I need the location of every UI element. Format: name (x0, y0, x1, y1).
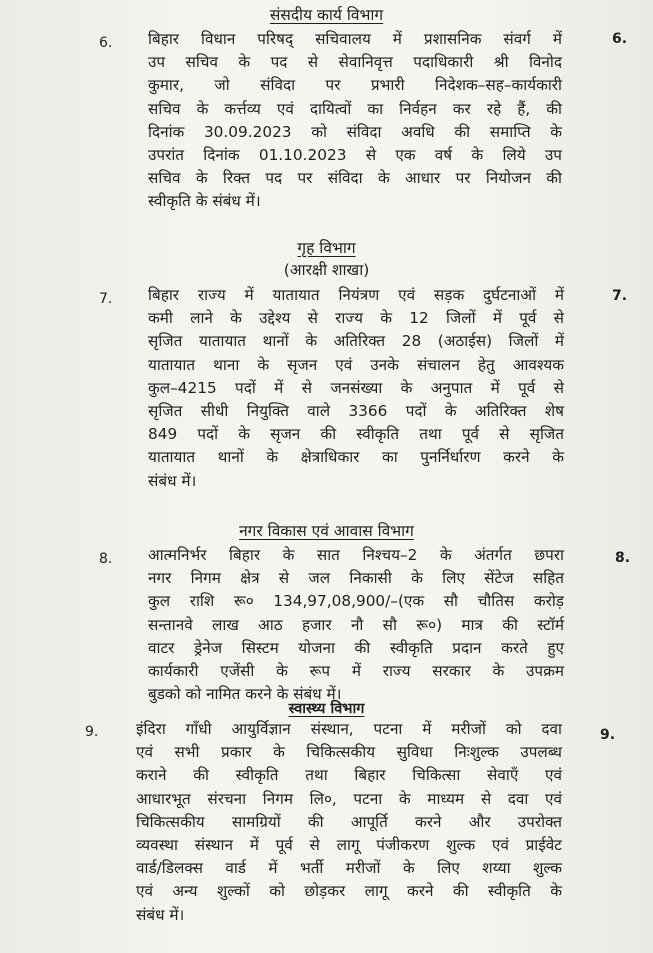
text-line: कार्यकारी एजेंसी के रूप में राज्य सरकार के उपक्रम (148, 662, 564, 681)
item-number-6-right: 6. (612, 31, 628, 47)
item-text-6 (148, 28, 562, 214)
item-number-9-right: 9. (600, 727, 616, 743)
text-line: दिनांक 30.09.2023 को संविदा अवधि की समाप्ति के (148, 122, 562, 141)
item-text-9 (136, 718, 562, 927)
text-line: संबंध में। (136, 905, 185, 924)
text-line: कुमार, जो संविदा पर प्रभारी निदेशक–सह–कार्यकारी (148, 76, 562, 95)
text-line: सृजित सीधी नियुक्ति वाले 3366 पदों के अतिरिक्त शेष (148, 402, 564, 421)
text-line: आत्मनिर्भर बिहार के सात निश्चय–2 के अंतर्गत छपरा (148, 546, 564, 564)
item-number-6: 6. (99, 35, 113, 51)
text-line: नगर निगम क्षेत्र से जल निकासी के लिए सेंटेज सहित (148, 569, 564, 588)
text-line: कराने की स्वीकृति तथा बिहार चिकित्सा सेवाएँ एवं (136, 766, 562, 785)
text-line: चिकित्सकीय सामग्रियों की आपूर्ति करने और उपरोक्त (136, 812, 562, 831)
item-number-9: 9. (85, 724, 99, 740)
dept-subtitle: (आरक्षी शाखा) (283, 261, 370, 279)
text-line: एवं अन्य शुल्कों को छोड़कर लागू करने की स्वीकृति के (136, 882, 562, 901)
dept-heading-parliamentary (0, 4, 653, 26)
text-line: यातायात थानों के क्षेत्राधिकार का पुनर्निर्धारण करने के (148, 448, 564, 467)
dept-heading-health (0, 698, 653, 720)
text-line: 849 पदों के सृजन की स्वीकृति तथा पूर्व से सृजित (148, 425, 564, 444)
text-line: इंदिरा गाँधी आयुर्विज्ञान संस्थान, पटना में मरीजों को दवा (136, 720, 562, 738)
text-line: यातायात थाना के सृजन एवं उनके संचालन हेतु आवश्यक (148, 355, 564, 374)
text-line: कुल राशि रू० 134,97,08,900/–(एक सौ चौतिस करोड़ (148, 592, 564, 611)
text-line: बिहार राज्य में यातायात नियंत्रण एवं सड़क दुर्घटनाओं में (148, 286, 564, 304)
dept-heading-urban-dev (0, 520, 653, 542)
text-line: बुडको को नामित करने के संबंध में। (148, 685, 342, 704)
text-line: सृजित यातायात थानों के अतिरिक्त 28 (अठाईस) जिलों में (148, 332, 564, 351)
text-line: उप सचिव के पद से सेवानिवृत्त पदाधिकारी श्री विनोद (148, 53, 562, 72)
text-line: कमी लाने के उद्देश्य से राज्य के 12 जिलों में पूर्व से (148, 309, 564, 328)
item-number-8-right: 8. (615, 550, 631, 566)
dept-title: नगर विकास एवं आवास विभाग (239, 522, 414, 540)
text-line: बिहार विधान परिषद् सचिवालय में प्रशासनिक संवर्ग में (148, 30, 562, 48)
text-line: सन्तानवे लाख आठ हजार नौ सौ रू०) मात्र की स्टॉर्म (148, 615, 564, 634)
dept-subheading-police (0, 259, 653, 281)
text-line: उपरांत दिनांक 01.10.2023 से एक वर्ष के लिये उप (148, 146, 562, 165)
text-line: आधारभूत संरचना निगम लि०, पटना के माध्यम से दवा एवं (136, 789, 562, 808)
text-line: वार्ड/डिलक्स वार्ड में भर्ती मरीजों के लिए शय्या शुल्क (136, 859, 562, 878)
dept-heading-home (0, 237, 653, 259)
text-line: वाटर ड्रेनेज सिस्टम योजना की स्वीकृति प्रदान करते हुए (148, 638, 564, 657)
dept-title: स्वास्थ्य विभाग (288, 701, 365, 717)
text-line: सचिव के रिक्त पद पर संविदा के आधार पर नियोजन की (148, 169, 562, 188)
dept-title: गृह विभाग (297, 239, 356, 257)
item-text-7 (148, 284, 564, 493)
text-line: स्वीकृति के संबंध में। (148, 192, 261, 211)
text-line: व्यवस्था संस्थान में पूर्व से लागू पंजीकरण शुल्क एवं प्राईवेट (136, 836, 562, 855)
item-number-7: 7. (99, 291, 113, 307)
text-line: एवं सभी प्रकार के चिकित्सकीय सुविधा निःशुल्क उपलब्ध (136, 743, 562, 762)
text-line: संबंध में। (148, 471, 197, 490)
text-line: सचिव के कर्त्तव्य एवं दायित्वों का निर्वहन कर रहे हैं, की (148, 99, 562, 118)
item-text-8 (148, 544, 564, 706)
dept-title: संसदीय कार्य विभाग (269, 6, 384, 24)
item-number-7-right: 7. (612, 288, 628, 304)
item-number-8: 8. (99, 551, 113, 567)
text-line: कुल–4215 पदों में से जनसंख्या के अनुपात में पूर्व से (148, 378, 564, 397)
